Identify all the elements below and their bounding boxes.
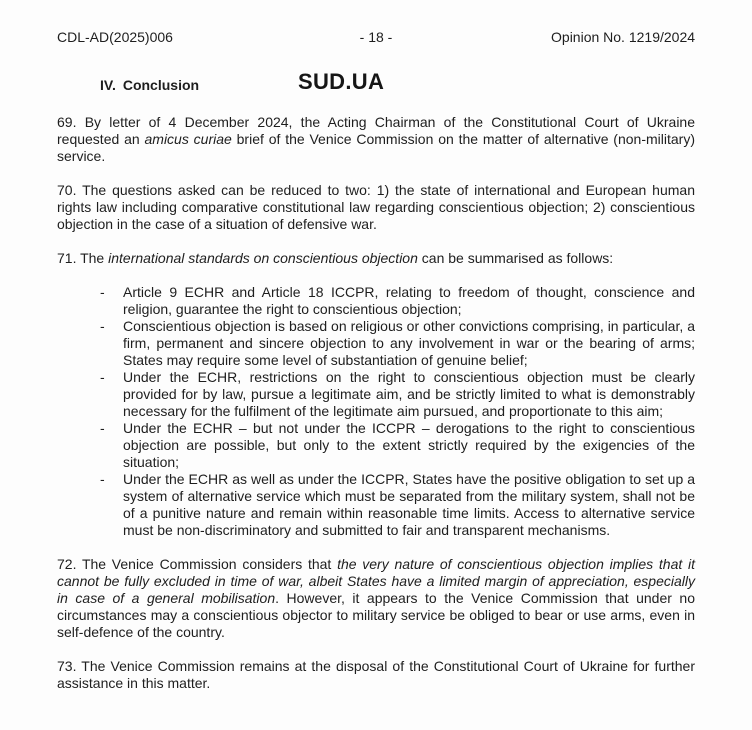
bullet-dash: -	[100, 284, 105, 300]
bullet-item-5	[100, 471, 695, 539]
bullet-dash: -	[100, 420, 105, 436]
paragraph-71-text: 71. The	[57, 250, 109, 266]
bullet-item-4-text: Under the ECHR – but not under the ICCPR – derogations to the right to conscientious objection are possible, but only to the extent strictly required by the exigencies of the situation;	[123, 420, 695, 470]
paragraph-70	[57, 182, 695, 233]
paragraph-69-italic: amicus curiae	[144, 131, 232, 147]
paragraph-72-text-2: . However, it appears to the Venice Commission that under no circumstances may a conscientious objector to military service be obliged to bear or use arms, even in self-defence of the country.	[57, 590, 695, 640]
paragraph-73-text: 73. The Venice Commission remains at the disposal of the Constitutional Court of Ukraine for further assistance in this matter.	[57, 658, 695, 691]
bullet-item-1	[100, 284, 695, 318]
paragraph-71	[57, 250, 695, 267]
paragraph-73	[57, 658, 695, 692]
header-page-number: - 18 -	[359, 29, 393, 45]
bullet-dash: -	[100, 471, 105, 487]
bullet-item-3	[100, 369, 695, 420]
header-opinion-number: Opinion No. 1219/2024	[551, 29, 696, 45]
paragraph-70-text: 70. The questions asked can be reduced to two: 1) the state of international and European human rights law including comparative constitutional law regarding conscientious objection; 2) conscientious objection in the case of a situation of defensive war.	[57, 182, 695, 232]
bullet-dash: -	[100, 369, 105, 385]
paragraph-71-text-2: can be summarised as follows:	[417, 250, 614, 266]
paragraph-72-text: 72. The Venice Commission considers that	[57, 556, 338, 572]
bullet-dash: -	[100, 318, 105, 334]
paragraph-69-text-2: brief of the Venice Commission on the matter of alternative (non-military) service.	[57, 131, 695, 164]
bullet-item-4	[100, 420, 695, 471]
bullet-item-3-text: Under the ECHR, restrictions on the right to conscientious objection must be clearly provided for by law, pursue a legitimate aim, and be strictly limited to what is demonstrably necessary for the fulfilment of the legitimate aim pursued, and proportionate to this aim;	[123, 369, 695, 419]
bullet-item-2-text: Conscientious objection is based on religious or other convictions comprising, in particular, a firm, permanent and sincere objection to any involvement in war or the bearing of arms; States may require some level of substantiation of genuine belief;	[123, 318, 695, 368]
bullet-item-2	[100, 318, 695, 369]
paragraph-72-italic: the very nature of conscientious objection implies that it cannot be fully excluded in time of war, albeit States have a limited margin of appreciation, especially in case of a general mobilisation	[57, 556, 695, 606]
bullet-item-5-text: Under the ECHR as well as under the ICCPR, States have the positive obligation to set up a system of alternative service which must be separated from the military system, shall not be of a punitive nature and remain within reasonable time limits. Access to alternative service must be non-discriminatory and submitted to fair and transparent mechanisms.	[123, 471, 695, 538]
header-doc-reference: CDL-AD(2025)006	[57, 29, 173, 45]
paragraph-69-text: 69. By letter of 4 December 2024, the Acting Chairman of the Constitutional Court of Ukraine requested an	[57, 114, 695, 147]
section-heading-number: IV.	[100, 77, 116, 93]
page-header	[57, 0, 695, 46]
paragraph-69	[57, 114, 695, 165]
sudua-watermark: SUD.UA	[298, 69, 385, 94]
section-heading	[100, 74, 199, 94]
paragraph-71-italic: international standards on conscientious objection	[108, 250, 418, 266]
section-heading-label: Conclusion	[122, 77, 200, 93]
bullet-item-1-text: Article 9 ECHR and Article 18 ICCPR, relating to freedom of thought, conscience and religion, guarantee the right to conscientious objection;	[123, 284, 695, 317]
paragraph-72	[57, 556, 695, 641]
section-heading-row	[57, 69, 695, 100]
standards-bullet-list	[57, 284, 695, 539]
